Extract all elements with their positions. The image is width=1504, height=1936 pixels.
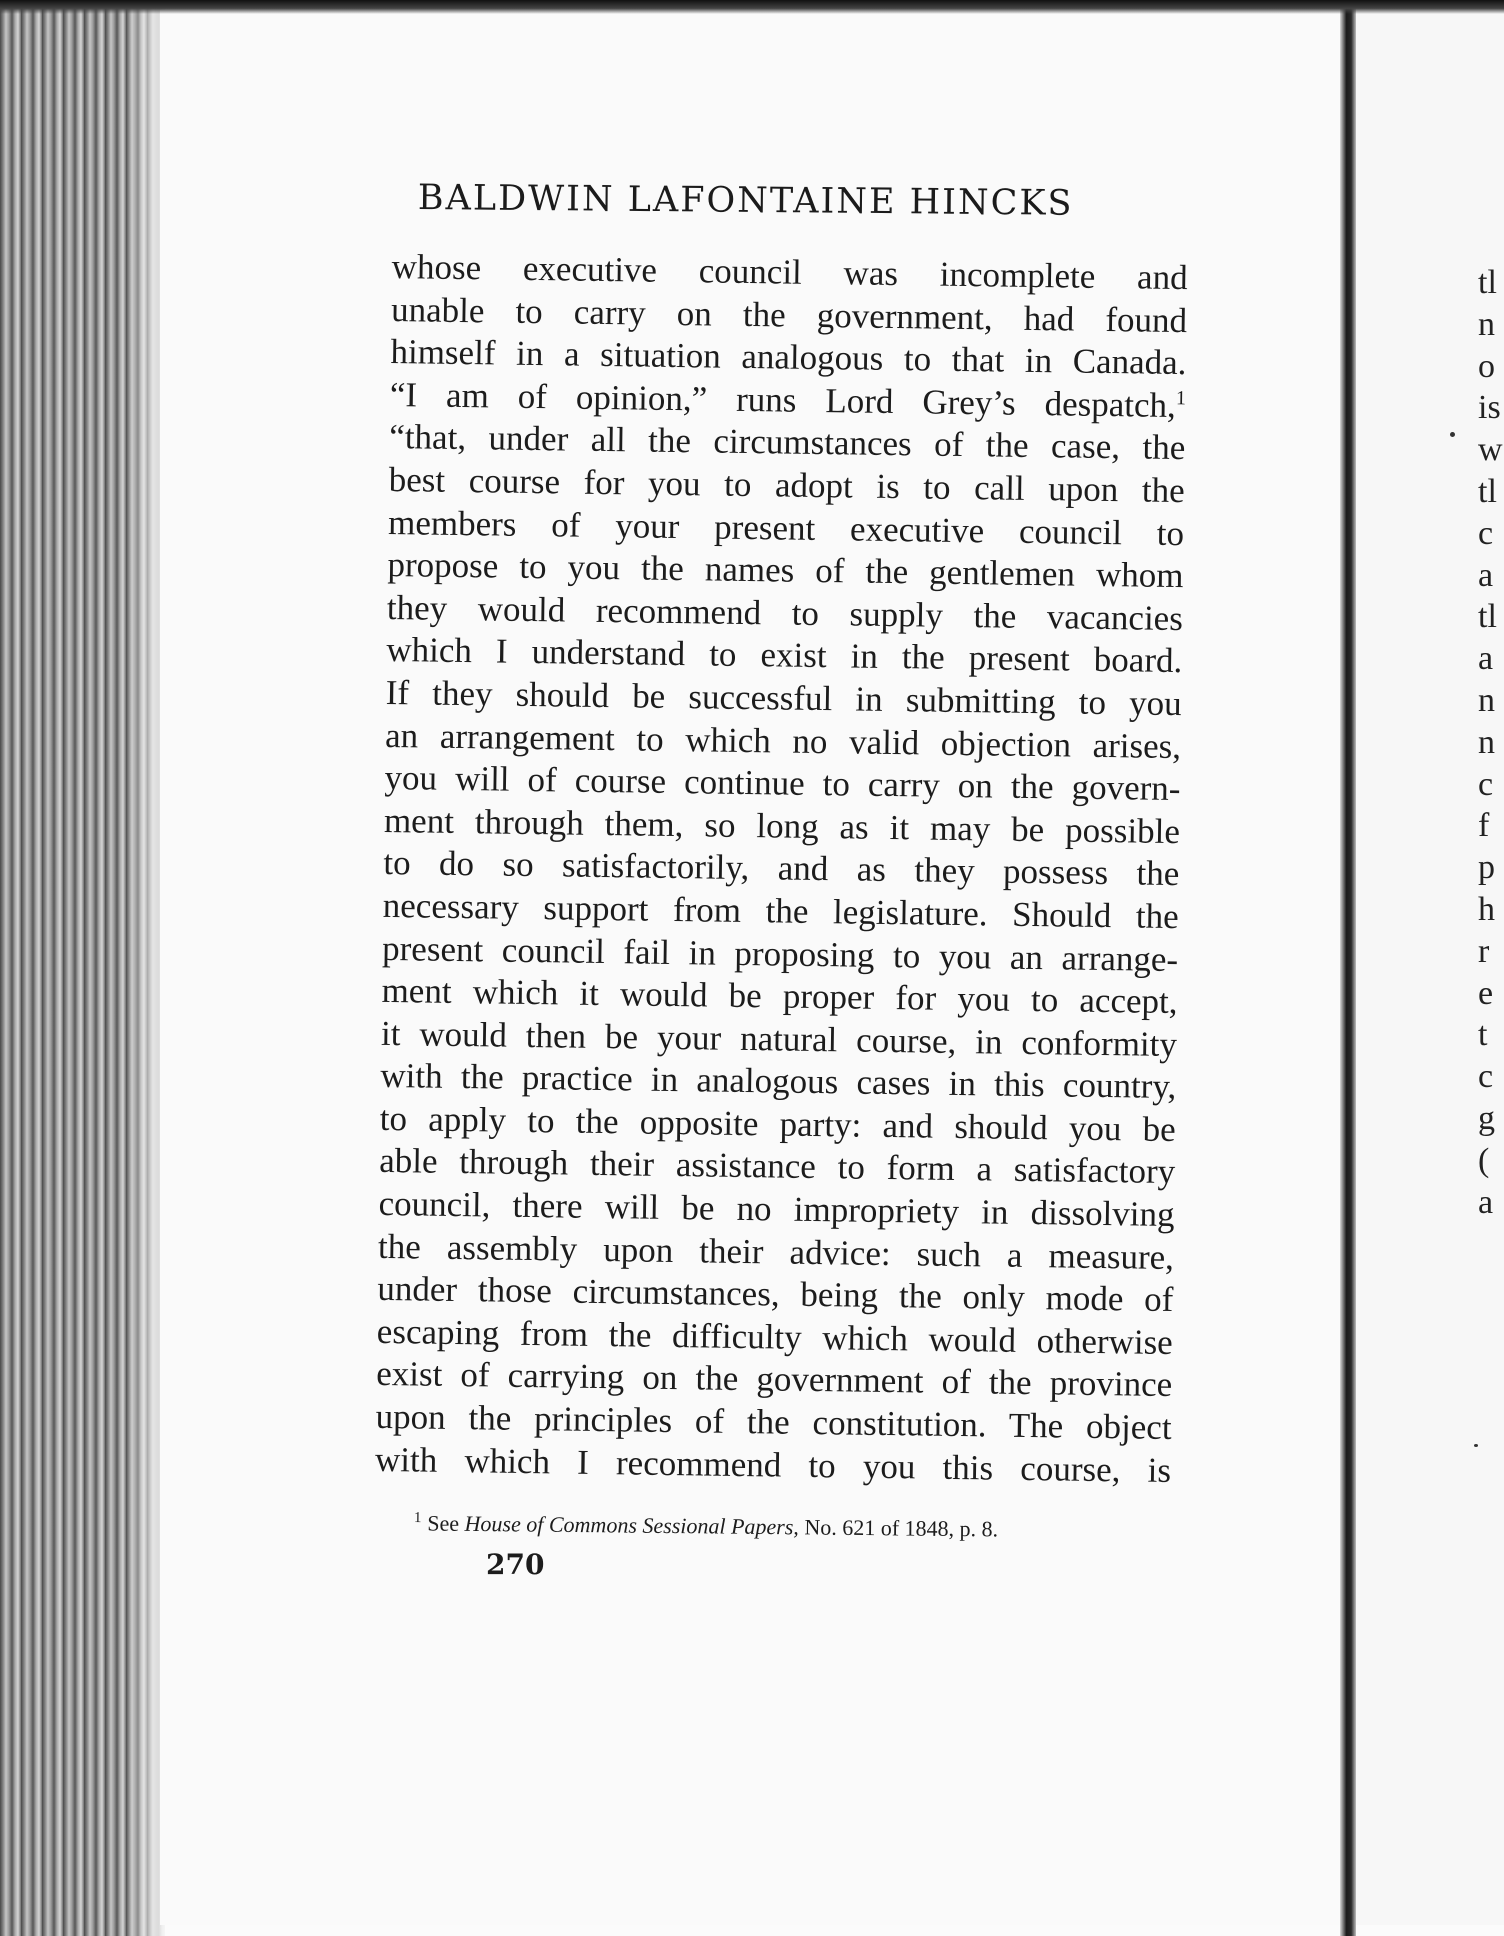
text-line: an arrangement to which no valid objection arises, [384, 715, 1182, 766]
text-line: escaping from the difficulty which would otherwise [376, 1311, 1174, 1362]
facing-page-fragment: o [1478, 347, 1495, 385]
text-line: you will of course continue to carry on the govern- [384, 758, 1181, 809]
scan-top-shadow [0, 0, 1504, 14]
facing-page-fragment: a [1478, 1183, 1494, 1221]
text-line: to do so satisfactorily, and as they possess the [383, 843, 1180, 894]
facing-page-fragment: ( [1478, 1141, 1490, 1179]
footnote-marker: 1 [413, 1510, 422, 1527]
facing-page-fragment: c [1478, 765, 1494, 803]
book-page-edges [0, 0, 165, 1936]
text-line: to apply to the opposite party: and should you be [379, 1098, 1177, 1149]
text-line-content: “I am of opinion,” runs Lord Grey’s despatch, [389, 374, 1177, 425]
text-line: the assembly upon their advice: such a measure, [377, 1226, 1175, 1277]
facing-page-fragment: f [1478, 807, 1490, 845]
facing-page-fragment: a [1478, 556, 1494, 594]
text-line: it would then be your natural course, in conformity [380, 1013, 1178, 1064]
facing-page-fragment: e [1478, 974, 1494, 1012]
facing-page-fragment: tl [1478, 264, 1497, 301]
text-line: If they should be successful in submitting to you [385, 672, 1182, 724]
facing-page-fragment: w [1478, 431, 1503, 469]
body-text [375, 246, 1188, 1492]
text-line: necessary support from the legislature. Should the [382, 885, 1179, 936]
page-number: 270 [486, 1548, 545, 1581]
text-line: they would recommend to supply the vacancies [386, 587, 1184, 638]
facing-page-fragment: n [1478, 723, 1495, 761]
text-line: unable to carry on the government, had found [390, 289, 1188, 340]
footnote-reference: 1 [1175, 387, 1187, 410]
book-gutter [1340, 0, 1356, 1936]
scan-speck [1474, 1444, 1478, 1447]
facing-page-fragment: r [1478, 932, 1490, 970]
running-head: BALDWIN LAFONTAINE HINCKS [417, 178, 1074, 224]
text-line: “that, under all the circumstances of the case, the [389, 417, 1186, 468]
text-line: council, there will be no impropriety in dissolving [378, 1183, 1175, 1235]
facing-page-fragment: is [1478, 389, 1501, 427]
text-line: under those circumstances, being the only mode of [377, 1269, 1174, 1320]
text-line: best course for you to adopt is to call upon the [388, 459, 1185, 511]
facing-page-fragment: n [1478, 305, 1495, 343]
text-line: present council fail in proposing to you an arrange- [381, 928, 1179, 979]
footnote-citation: No. 621 of 1848, p. 8. [804, 1514, 999, 1542]
facing-page-fragment: t [1478, 1016, 1488, 1054]
facing-page-fragment: c [1478, 1058, 1494, 1096]
text-line: whose executive council was incomplete and [391, 246, 1188, 298]
facing-page-fragment: g [1478, 1100, 1495, 1137]
text-line: with which I recommend to you this course, is [374, 1439, 1172, 1490]
footnote-prefix: See [427, 1510, 460, 1536]
text-line: ment which it would be proper for you to accept, [381, 971, 1178, 1022]
text-line: upon the principles of the constitution. The object [375, 1396, 1172, 1448]
text-line: able through their assistance to form a satisfactory [378, 1141, 1176, 1192]
facing-page-fragment: h [1478, 891, 1495, 928]
text-line: propose to you the names of the gentlemen whom [387, 545, 1184, 596]
text-line: members of your present executive council to [387, 502, 1185, 553]
scan-speck [1450, 432, 1455, 437]
facing-page-fragment: n [1478, 682, 1495, 719]
facing-page-fragment: tl [1478, 473, 1497, 510]
facing-page-fragment: tl [1478, 598, 1497, 636]
facing-page-fragment: a [1478, 640, 1494, 678]
text-line: which I understand to exist in the present board. [386, 630, 1183, 681]
text-line: ment through them, so long as it may be possible [383, 800, 1181, 851]
text-line: with the practice in analogous cases in this country, [380, 1056, 1177, 1107]
text-line: exist of carrying on the government of the province [375, 1354, 1173, 1405]
text-line: himself in a situation analogous to that in Canada. [390, 332, 1187, 383]
footnote-source-title: House of Commons Sessional Papers, [464, 1510, 800, 1540]
facing-page-fragment: p [1478, 849, 1495, 887]
facing-page-fragment: c [1478, 514, 1494, 552]
